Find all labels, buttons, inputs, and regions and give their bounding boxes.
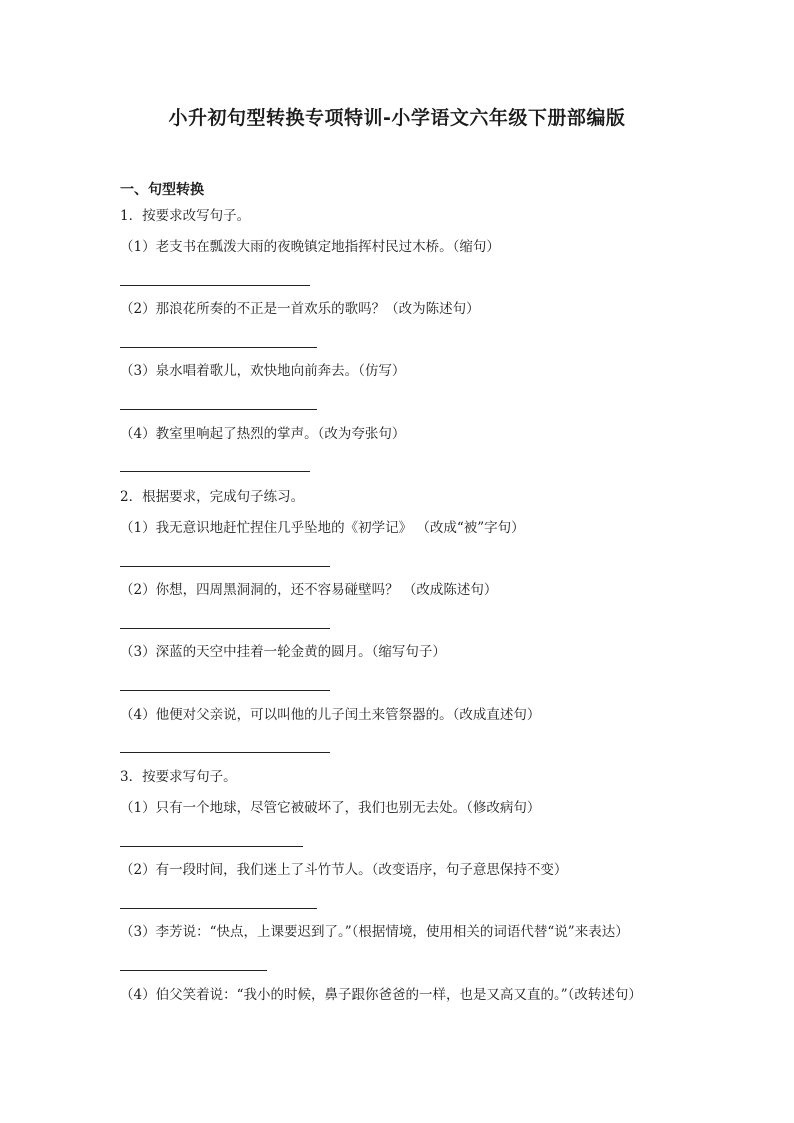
question-3-item-3: （3）李芳说：“快点，上课要迟到了。”（根据情境，使用相关的词语代替“说”来表达） — [120, 924, 629, 940]
answer-line[interactable] — [120, 752, 330, 753]
question-1-item-4: （4）教室里响起了热烈的掌声。（改为夸张句） — [120, 426, 406, 442]
question-3-item-1: （1）只有一个地球，尽管它被破坏了，我们也别无去处。（修改病句） — [120, 800, 541, 816]
answer-line[interactable] — [120, 285, 310, 286]
question-1-item-1: （1）老支书在瓢泼大雨的夜晚镇定地指挥村民过木桥。（缩句） — [120, 239, 500, 255]
answer-line[interactable] — [120, 347, 317, 348]
answer-line[interactable] — [120, 970, 267, 971]
question-2-item-4: （4）他便对父亲说，可以叫他的儿子闰土来管祭器的。（改成直述句） — [120, 707, 541, 723]
answer-line[interactable] — [120, 471, 310, 472]
question-2-header: 2．根据要求，完成句子练习。 — [120, 489, 305, 505]
question-2-item-3: （3）深蓝的天空中挂着一轮金黄的圆月。（缩写句子） — [120, 644, 446, 660]
answer-line[interactable] — [120, 628, 330, 629]
document-title: 小升初句型转换专项特训-小学语文六年级下册部编版 — [168, 107, 626, 129]
question-2-item-2: （2）你想，四周黑洞洞的，还不容易碰壁吗？ （改成陈述句） — [120, 582, 498, 598]
question-1-header: 1．按要求改写句子。 — [120, 208, 251, 224]
question-1-item-3: （3）泉水唱着歌儿，欢快地向前奔去。（仿写） — [120, 363, 406, 379]
question-3-header: 3．按要求写句子。 — [120, 769, 237, 785]
answer-line[interactable] — [120, 908, 317, 909]
question-3-item-2: （2）有一段时间，我们迷上了斗竹节人。（改变语序，句子意思保持不变） — [120, 862, 568, 878]
answer-line[interactable] — [120, 690, 330, 691]
section-heading: 一、句型转换 — [120, 182, 204, 198]
answer-line[interactable] — [120, 566, 330, 567]
answer-line[interactable] — [120, 409, 317, 410]
question-1-item-2: （2）那浪花所奏的不正是一首欢乐的歌吗？（改为陈述句） — [120, 301, 480, 317]
answer-line[interactable] — [120, 846, 303, 847]
question-2-item-1: （1）我无意识地赶忙捏住几乎坠地的《初学记》 （改成“被”字句） — [120, 520, 525, 536]
question-3-item-4: （4）伯父笑着说：“我小的时候，鼻子跟你爸爸的一样，也是又高又直的。”（改转述句） — [120, 987, 642, 1003]
